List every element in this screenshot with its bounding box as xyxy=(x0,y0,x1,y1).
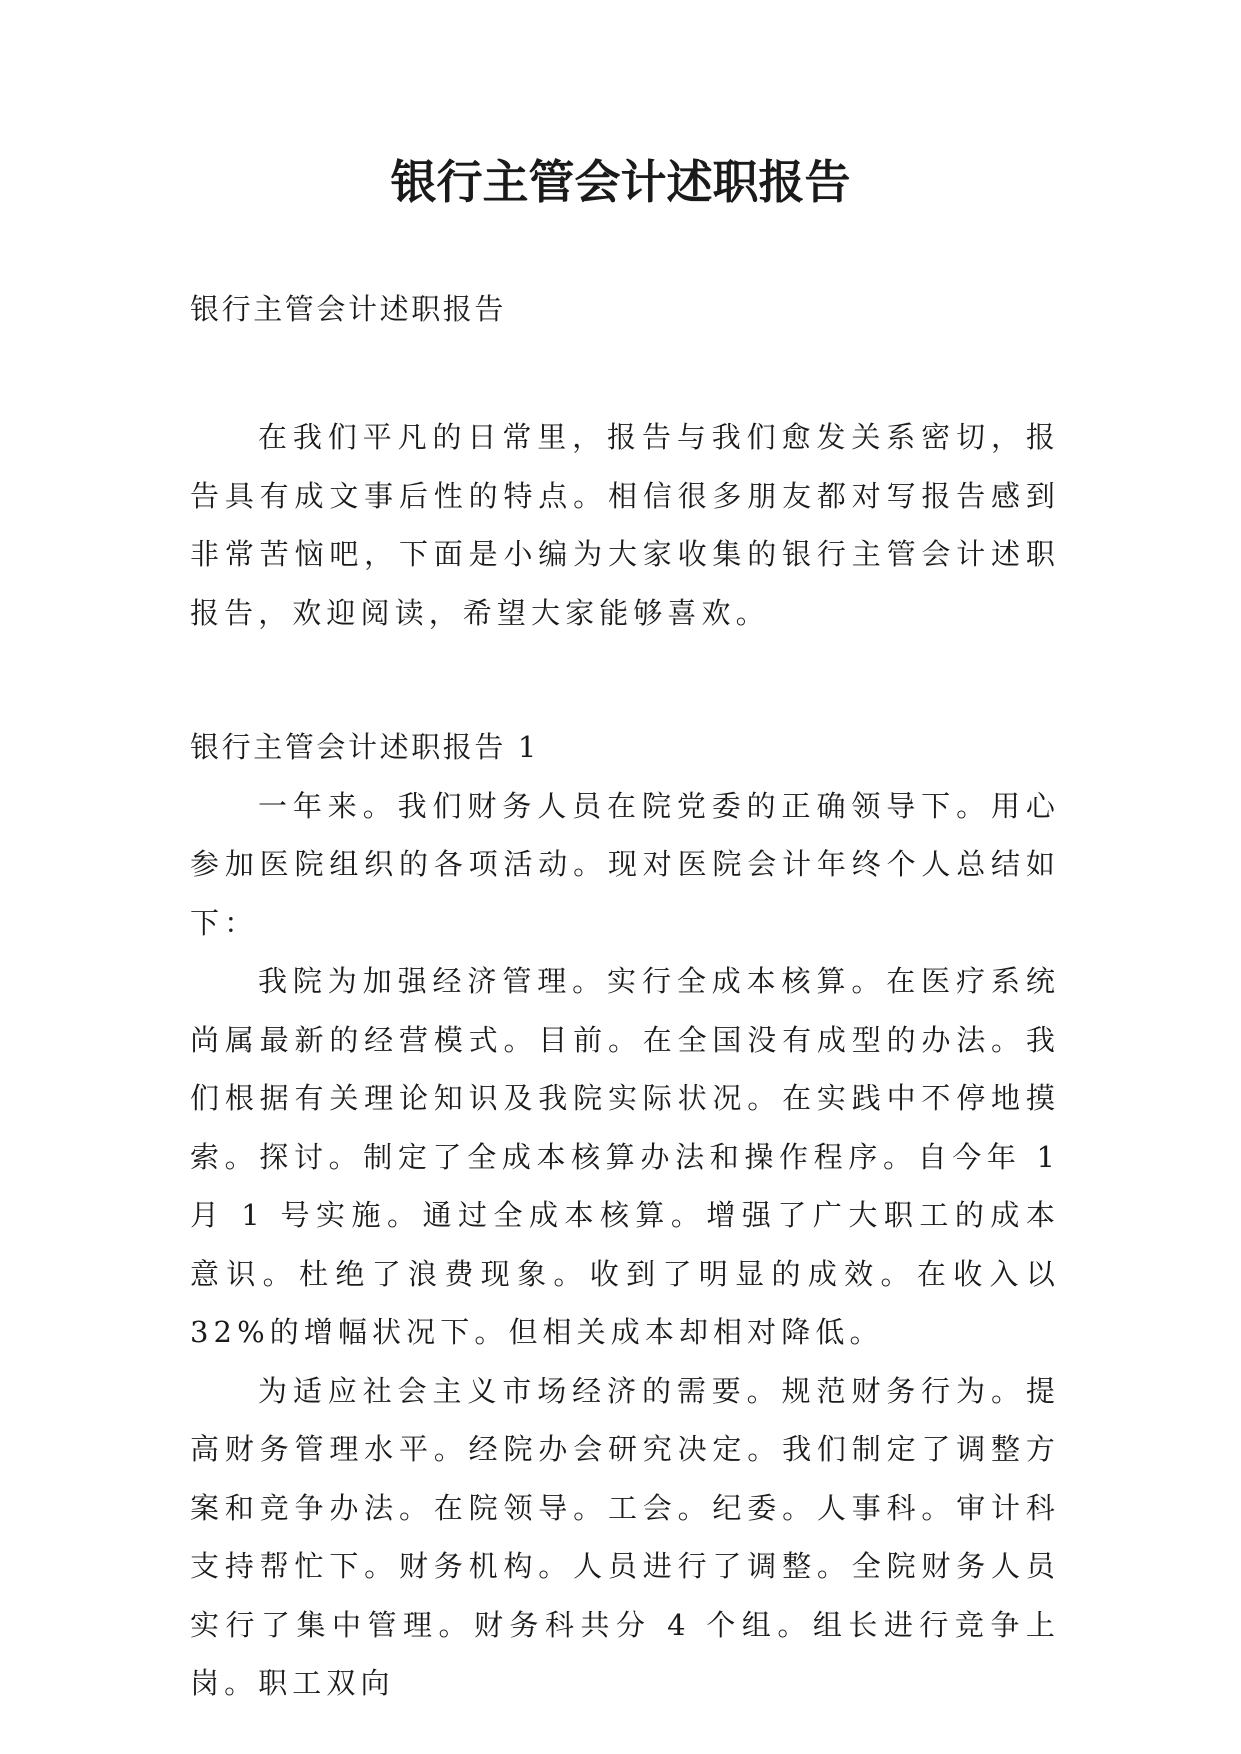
body-paragraph-3: 为适应社会主义市场经济的需要。规范财务行为。提高财务管理水平。经院办会研究决定。我们制定了调整方案和竞争办法。在院领导。工会。纪委。人事科。审计科支持帮忙下。财务机构。人员进行了调整。全院财务人员实行了集中管理。财务科共分 4 个组。组长进行竞争上岗。职工双向 xyxy=(190,1373,1060,1700)
document-title: 银行主管会计述职报告 xyxy=(390,155,851,209)
document-body xyxy=(190,290,1060,1713)
body-paragraph-2: 我院为加强经济管理。实行全成本核算。在医疗系统尚属最新的经营模式。目前。在全国没有成型的办法。我们根据有关理论知识及我院实际状况。在实践中不停地摸索。探讨。制定了全成本核算办法和操作程序。自今年 1 月 1 号实施。通过全成本核算。增强了广大职工的成本意识。杜绝了浪费现象。收到了明显的成效。在收入以 32%的增幅状况下。但相关成本却相对降低。 xyxy=(190,964,1060,1349)
document-subtitle: 银行主管会计述职报告 xyxy=(190,292,507,326)
intro-paragraph: 在我们平凡的日常里，报告与我们愈发关系密切，报告具有成文事后性的特点。相信很多朋友都对写报告感到非常苦恼吧，下面是小编为大家收集的银行主管会计述职报告，欢迎阅读，希望大家能够喜欢。 xyxy=(190,420,1060,630)
section-heading: 银行主管会计述职报告 1 xyxy=(190,730,539,764)
body-paragraph-1: 一年来。我们财务人员在院党委的正确领导下。用心参加医院组织的各项活动。现对医院会计年终个人总结如下： xyxy=(190,788,1060,940)
